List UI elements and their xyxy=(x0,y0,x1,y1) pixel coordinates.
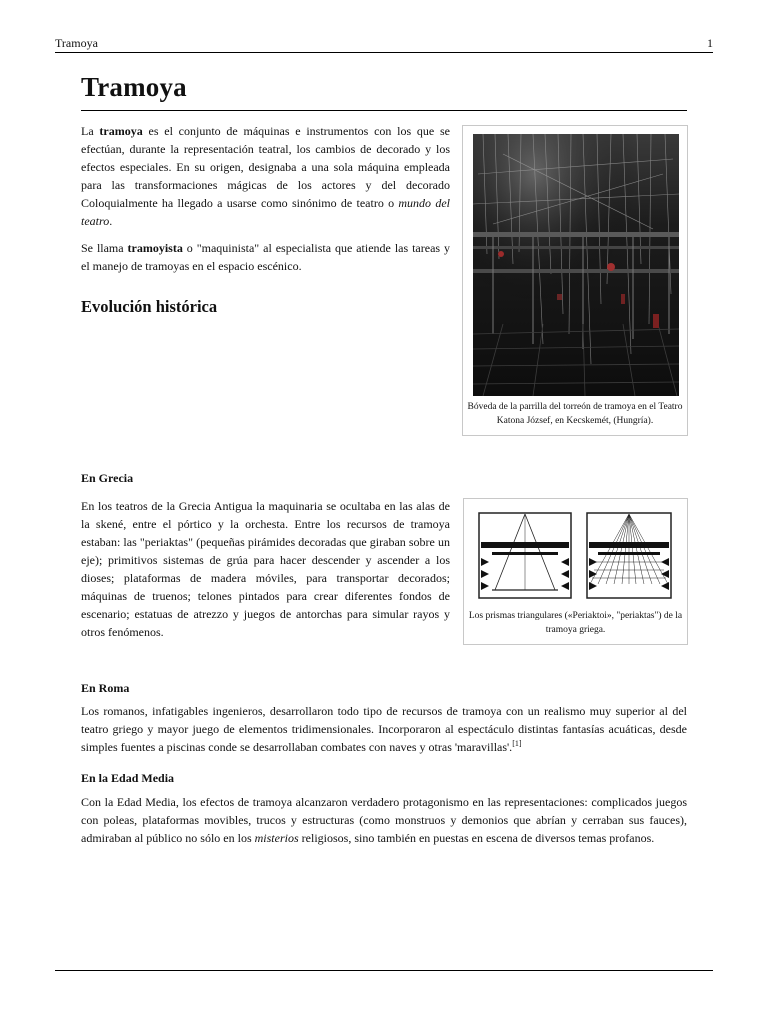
page-number: 1 xyxy=(707,36,713,50)
figure-rigging-caption: Bóveda de la parrilla del torreón de tramoya en el Teatro Katona József, en Kecskemét, (Hungría). xyxy=(467,402,683,426)
rigging-photo-image xyxy=(473,134,679,396)
title-divider xyxy=(81,110,687,111)
running-header xyxy=(55,34,713,53)
roma-paragraph: Los romanos, infatigables ingenieros, desarrollaron todo tipo de recursos de tramoya con un realismo muy superior al del teatro griego y mayor juego de elementos tridimensionales. Incorporaron al espectáculo distintas fantasías acuáticas, desde simples fuentes a piscinas conde se desarrollaban combates con naves y otras 'maravillas'.[1] xyxy=(81,704,687,754)
section-heading-evolucion: Evolución histórica xyxy=(81,297,218,316)
article-title: Tramoya xyxy=(81,72,187,102)
running-header-title: Tramoya xyxy=(55,36,98,50)
footer-divider xyxy=(55,970,713,971)
term-tramoya: tramoya xyxy=(99,124,143,138)
subheading-edad-media: En la Edad Media xyxy=(81,771,175,785)
subheading-grecia: En Grecia xyxy=(81,471,134,485)
periaktoi-diagram-left xyxy=(479,513,571,598)
reference-1[interactable]: [1] xyxy=(512,739,522,748)
periaktoi-diagram-right xyxy=(587,513,671,598)
term-tramoyista: tramoyista xyxy=(127,241,183,255)
figure-periaktoi xyxy=(463,498,688,645)
figure-rigging-photo xyxy=(462,125,688,436)
figure-periaktoi-caption: Los prismas triangulares («Periaktoi», "periaktas") de la tramoya griega. xyxy=(468,611,683,635)
intro-paragraph-1: La tramoya es el conjunto de máquinas e instrumentos con los que se efectúan, durante la representación teatral, los cambios de decorado y los efectos especiales. En su origen, designaba a una sola máquina empleada para las transformaciones mágicas de los actores y del decorado Coloquialmente ha llegado a usarse como sinónimo de teatro o mundo del teatro. xyxy=(81,124,451,228)
subheading-roma: En Roma xyxy=(81,681,130,695)
grecia-paragraph: En los teatros de la Grecia Antigua la maquinaria se ocultaba en las alas de la skené, entre el pórtico y la orchesta. Entre los recursos de tramoya estaban: las "periaktas" (pequeñas pirámides decoradas que giraban sobre un eje); primitivos sistemas de grúa para hacer descender y ascender a los dioses; plataformas de madera móviles, para transportar decorados; máquinas de truenos; telones pintados para crear diferentes fondos de escenario; estatuas de atrezzo y juegos de antorchas para simular rayos y otros fenómenos. xyxy=(81,499,450,639)
periaktoi-diagrams xyxy=(478,512,672,599)
intro-paragraph-2: Se llama tramoyista o "maquinista" al especialista que atiende las tareas y el manejo de tramoyas en el espacio escénico. xyxy=(81,241,450,273)
term-misterios: misterios xyxy=(254,831,299,845)
edad-media-paragraph: Con la Edad Media, los efectos de tramoya alcanzaron verdadero protagonismo en las representaciones: complicados juegos con poleas, plataformas movibles, trucos y estructuras (como monstruos y demonios que abrían y cerraban sus fauces), admiraban al público no sólo en los misterios religiosos, sino también en puestas en escena de diversos temas profanos. xyxy=(81,795,687,845)
term-mundo-del-teatro: mundo del teatro xyxy=(81,196,450,228)
